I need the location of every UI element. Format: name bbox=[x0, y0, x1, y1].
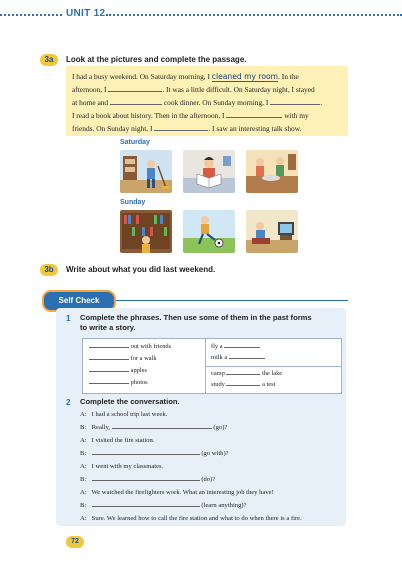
header-dots-left bbox=[0, 14, 62, 16]
speaker: A: bbox=[80, 489, 87, 496]
phrase-blank[interactable] bbox=[89, 383, 129, 384]
phrase-text: apples bbox=[130, 367, 147, 374]
answer-blank[interactable] bbox=[270, 104, 320, 105]
question-1-title-line-1: Complete the phrases. Then use some of them in the past forms bbox=[80, 313, 312, 322]
conversation-hint: (do)? bbox=[201, 476, 216, 483]
conversation-text: We watched the firefighters work. What an interesting job they have! bbox=[91, 489, 274, 496]
question-1-title-line-2: to write a story. bbox=[80, 323, 136, 332]
conversation-line bbox=[80, 476, 215, 483]
conversation-line bbox=[80, 463, 163, 470]
passage-text: . I saw an interesting talk show. bbox=[208, 124, 302, 133]
phrase-text: study bbox=[211, 381, 225, 388]
passage-line-1 bbox=[72, 71, 299, 82]
picture-library bbox=[120, 210, 172, 253]
unit-label: UNIT 12 bbox=[66, 8, 106, 19]
speaker: B: bbox=[80, 424, 87, 431]
passage-line-5 bbox=[72, 123, 301, 134]
page-number: 72 bbox=[66, 536, 84, 548]
phrase-blank[interactable] bbox=[224, 347, 260, 348]
section-3b-title: Write about what you did last weekend. bbox=[66, 265, 216, 274]
phrase-text: a test bbox=[262, 381, 276, 388]
passage-text: I had a busy weekend. On Saturday morning, I bbox=[72, 72, 210, 81]
conversation-hint: (go with)? bbox=[201, 450, 229, 457]
speaker: A: bbox=[80, 411, 87, 418]
conversation-line bbox=[80, 437, 154, 444]
question-2-title: Complete the conversation. bbox=[80, 397, 180, 406]
self-check-tab: Self Check bbox=[42, 290, 116, 312]
phrase-text: fly a bbox=[211, 343, 223, 350]
conversation-line bbox=[80, 502, 247, 509]
conversation-hint: (learn anything)? bbox=[201, 502, 247, 509]
phrase-blank[interactable] bbox=[226, 374, 260, 375]
passage-text: cook dinner. On Sunday morning, I bbox=[163, 98, 269, 107]
conversation-blank[interactable] bbox=[92, 480, 200, 481]
conversation-line bbox=[80, 411, 167, 418]
answer-blank[interactable] bbox=[154, 130, 208, 131]
saturday-label: Saturday bbox=[120, 139, 150, 146]
section-badge-3a: 3a bbox=[40, 54, 58, 66]
passage-box bbox=[66, 66, 348, 136]
speaker: A: bbox=[80, 463, 87, 470]
passage-line-2 bbox=[72, 84, 315, 95]
header-dots-right bbox=[106, 14, 402, 16]
answer-blank[interactable] bbox=[226, 117, 282, 118]
conversation-text: I had a school trip last week. bbox=[91, 411, 168, 418]
phrase-blank[interactable] bbox=[229, 358, 265, 359]
picture-cleaning-room bbox=[120, 150, 172, 193]
picture-cooking-dinner bbox=[246, 150, 298, 193]
conversation-line bbox=[80, 450, 229, 457]
example-answer: cleaned my room bbox=[211, 72, 279, 81]
question-number-2: 2 bbox=[66, 398, 71, 407]
answer-blank[interactable] bbox=[110, 104, 162, 105]
section-3a-title: Look at the pictures and complete the passage. bbox=[66, 55, 247, 64]
phrase-text: camp bbox=[211, 370, 225, 377]
passage-text: friends. On Sunday night, I bbox=[72, 124, 153, 133]
self-check-rule bbox=[112, 300, 348, 301]
passage-text: with my bbox=[284, 111, 309, 120]
phrase-blank[interactable] bbox=[89, 371, 129, 372]
conversation-line bbox=[80, 489, 274, 496]
conversation-text: I went with my classmates. bbox=[91, 463, 164, 470]
speaker: B: bbox=[80, 502, 87, 509]
passage-text: at home and bbox=[72, 98, 109, 107]
phrase-text: the lake bbox=[262, 370, 283, 377]
answer-blank[interactable] bbox=[108, 91, 162, 92]
passage-line-3 bbox=[72, 97, 322, 108]
conversation-text: Sure. We learned how to call the fire station and what to do when there is a fire. bbox=[91, 515, 302, 522]
conversation-blank[interactable] bbox=[92, 506, 200, 507]
speaker: B: bbox=[80, 450, 87, 457]
conversation-blank[interactable] bbox=[92, 454, 200, 455]
passage-text: I read a book about history. Then in the afternoon, I bbox=[72, 111, 225, 120]
conversation-line bbox=[80, 424, 227, 431]
passage-text: . In the bbox=[278, 72, 299, 81]
conversation-blank[interactable] bbox=[112, 428, 212, 429]
table-divider bbox=[205, 366, 341, 367]
phrase-text: milk a bbox=[211, 354, 228, 361]
conversation-text: Really, bbox=[91, 424, 111, 431]
question-number-1: 1 bbox=[66, 314, 71, 323]
picture-watching-tv bbox=[246, 210, 298, 253]
conversation-hint: (go)? bbox=[213, 424, 228, 431]
section-badge-3b: 3b bbox=[40, 264, 58, 276]
passage-text: . It was a little difficult. On Saturday night, I stayed bbox=[162, 85, 315, 94]
speaker: B: bbox=[80, 476, 87, 483]
speaker: A: bbox=[80, 515, 87, 522]
passage-text: . bbox=[320, 98, 323, 107]
conversation-text: I visited the fire station. bbox=[91, 437, 155, 444]
picture-playing-soccer bbox=[183, 210, 235, 253]
speaker: A: bbox=[80, 437, 87, 444]
phrase-table bbox=[82, 338, 342, 394]
conversation-line bbox=[80, 515, 302, 522]
phrase-text: for a walk bbox=[130, 355, 157, 362]
phrase-text: out with friends bbox=[130, 343, 172, 350]
sunday-label: Sunday bbox=[120, 199, 146, 206]
phrase-blank[interactable] bbox=[226, 385, 260, 386]
passage-line-4 bbox=[72, 110, 309, 121]
phrase-blank[interactable] bbox=[89, 347, 129, 348]
phrase-text: photos bbox=[130, 379, 148, 386]
phrase-blank[interactable] bbox=[89, 359, 129, 360]
picture-reading-book bbox=[183, 150, 235, 193]
passage-text: afternoon, I bbox=[72, 85, 107, 94]
